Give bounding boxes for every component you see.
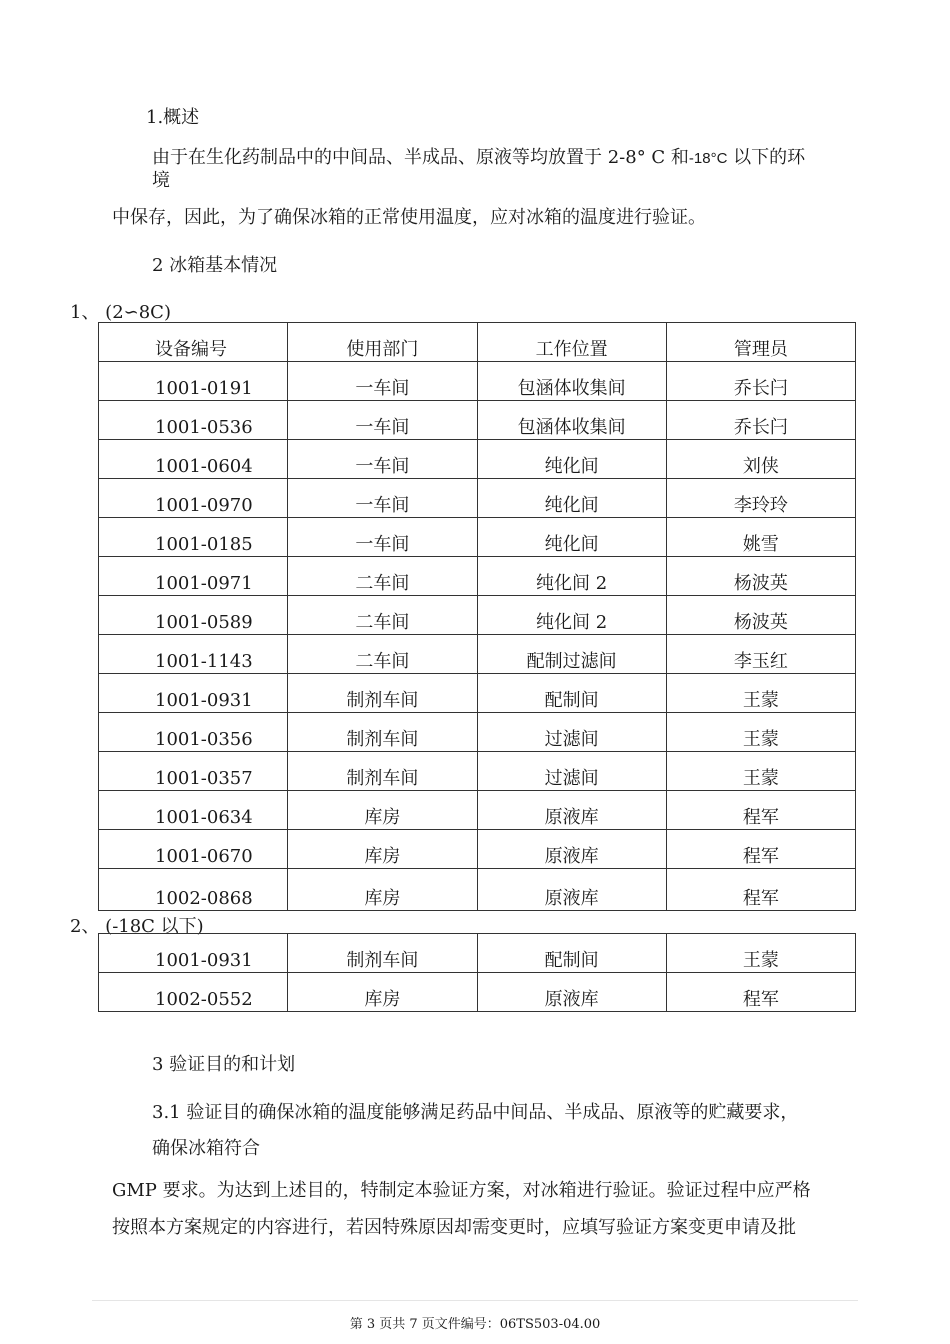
table-row — [99, 713, 856, 752]
table-cell: 二车间 — [288, 596, 477, 635]
table-row — [99, 635, 856, 674]
table-cell: 制剂车间 — [288, 752, 477, 791]
table-cell: 杨波英 — [666, 557, 855, 596]
table-row — [99, 674, 856, 713]
table-2-label: 2、 (-18C 以下) — [70, 916, 204, 937]
table-cell: 1001-0931 — [99, 934, 288, 973]
table-cell: 纯化间 — [477, 518, 666, 557]
table-row — [99, 440, 856, 479]
section-1-paragraph-line-1 — [152, 143, 805, 169]
section-3-1-line-1: 3.1 验证目的确保冰箱的温度能够满足药品中间品、半成品、原液等的贮藏要求， — [152, 1102, 799, 1123]
header-department: 使用部门 — [288, 323, 477, 362]
paragraph-text: 以下的环 — [727, 147, 806, 168]
section-3-1-line-4: 按照本方案规定的内容进行，若因特殊原因却需变更时，应填写验证方案变更申请及批 — [112, 1217, 796, 1238]
table-cell: 1001-0971 — [99, 557, 288, 596]
section-1-paragraph-line-2: 中保存，因此，为了确保冰箱的正常使用温度，应对冰箱的温度进行验证。 — [112, 207, 706, 228]
table-cell: 1001-0589 — [99, 596, 288, 635]
table-cell: 1001-0357 — [99, 752, 288, 791]
table-1-label: 1、 (2∽8C) — [70, 302, 171, 323]
table-cell: 王蒙 — [666, 674, 855, 713]
table-row — [99, 869, 856, 911]
section-2-title: 2 冰箱基本情况 — [152, 255, 278, 276]
table-cell: 库房 — [288, 830, 477, 869]
table-row — [99, 401, 856, 440]
table-cell: 1001-0356 — [99, 713, 288, 752]
table-cell: 库房 — [288, 973, 477, 1012]
table-row — [99, 362, 856, 401]
footer-divider — [92, 1300, 858, 1301]
table-cell: 刘侠 — [666, 440, 855, 479]
table-header-row — [99, 323, 856, 362]
table-cell: 一车间 — [288, 440, 477, 479]
page-footer: 第 3 页共 7 页文件编号：06TS503-04.00 — [349, 1317, 601, 1332]
table-cell: 一车间 — [288, 362, 477, 401]
table-cell: 原液库 — [477, 973, 666, 1012]
section-1-paragraph-wrap: 境 — [152, 170, 170, 191]
section-3-1-line-2: 确保冰箱符合 — [152, 1138, 260, 1159]
table-cell: 包涵体收集间 — [477, 401, 666, 440]
table-row — [99, 791, 856, 830]
table-cell: 一车间 — [288, 479, 477, 518]
table-cell: 1001-0536 — [99, 401, 288, 440]
table-row — [99, 830, 856, 869]
table-cell: 原液库 — [477, 830, 666, 869]
table-cell: 原液库 — [477, 869, 666, 911]
table-cell: 1001-0634 — [99, 791, 288, 830]
table-cell: 配制过滤间 — [477, 635, 666, 674]
table-cell: 王蒙 — [666, 934, 855, 973]
table-row — [99, 557, 856, 596]
table-cell: 包涵体收集间 — [477, 362, 666, 401]
table-cell: 纯化间 2 — [477, 596, 666, 635]
table-cell: 配制间 — [477, 674, 666, 713]
header-equipment-id: 设备编号 — [99, 323, 288, 362]
table-cell: 二车间 — [288, 557, 477, 596]
header-manager: 管理员 — [666, 323, 855, 362]
table-cell: 1002-0868 — [99, 869, 288, 911]
table-row — [99, 479, 856, 518]
table-cell: 一车间 — [288, 401, 477, 440]
table-cell: 过滤间 — [477, 752, 666, 791]
table-cell: 1001-0185 — [99, 518, 288, 557]
table-row — [99, 596, 856, 635]
table-row — [99, 973, 856, 1012]
table-cell: 杨波英 — [666, 596, 855, 635]
paragraph-text: 由于在生化药制品中的中间品、半成品、原液等均放置于 2-8° C 和 — [152, 147, 689, 168]
table-row — [99, 752, 856, 791]
table-cell: 程军 — [666, 869, 855, 911]
table-cell: 1001-0191 — [99, 362, 288, 401]
table-cell: 制剂车间 — [288, 934, 477, 973]
table-cell: 1001-0670 — [99, 830, 288, 869]
freezer-table-minus-18c — [98, 933, 856, 1012]
header-location: 工作位置 — [477, 323, 666, 362]
table-cell: 库房 — [288, 791, 477, 830]
section-3-1-line-3: GMP 要求。为达到上述目的，特制定本验证方案，对冰箱进行验证。验证过程中应严格 — [112, 1180, 811, 1201]
table-cell: 程军 — [666, 791, 855, 830]
section-3-title: 3 验证目的和计划 — [152, 1054, 296, 1075]
table-cell: 原液库 — [477, 791, 666, 830]
table-cell: 配制间 — [477, 934, 666, 973]
table-cell: 乔长闩 — [666, 401, 855, 440]
table-cell: 1001-1143 — [99, 635, 288, 674]
table-cell: 王蒙 — [666, 713, 855, 752]
table-cell: 王蒙 — [666, 752, 855, 791]
table-cell: 过滤间 — [477, 713, 666, 752]
table-cell: 乔长闩 — [666, 362, 855, 401]
table-cell: 制剂车间 — [288, 713, 477, 752]
table-cell: 程军 — [666, 830, 855, 869]
refrigerator-table-2-8c — [98, 322, 856, 911]
table-cell: 李玲玲 — [666, 479, 855, 518]
table-cell: 程军 — [666, 973, 855, 1012]
section-1-title: 1.概述 — [146, 107, 200, 128]
table-cell: 制剂车间 — [288, 674, 477, 713]
table-cell: 1001-0970 — [99, 479, 288, 518]
table-cell: 李玉红 — [666, 635, 855, 674]
table-cell: 1002-0552 — [99, 973, 288, 1012]
table-cell: 姚雪 — [666, 518, 855, 557]
table-cell: 纯化间 — [477, 479, 666, 518]
table-cell: 纯化间 — [477, 440, 666, 479]
table-cell: 1001-0931 — [99, 674, 288, 713]
table-row — [99, 934, 856, 973]
table-cell: 一车间 — [288, 518, 477, 557]
table-cell: 1001-0604 — [99, 440, 288, 479]
table-cell: 纯化间 2 — [477, 557, 666, 596]
table-row — [99, 518, 856, 557]
temperature-text: -18°C — [688, 150, 728, 167]
table-cell: 库房 — [288, 869, 477, 911]
table-cell: 二车间 — [288, 635, 477, 674]
